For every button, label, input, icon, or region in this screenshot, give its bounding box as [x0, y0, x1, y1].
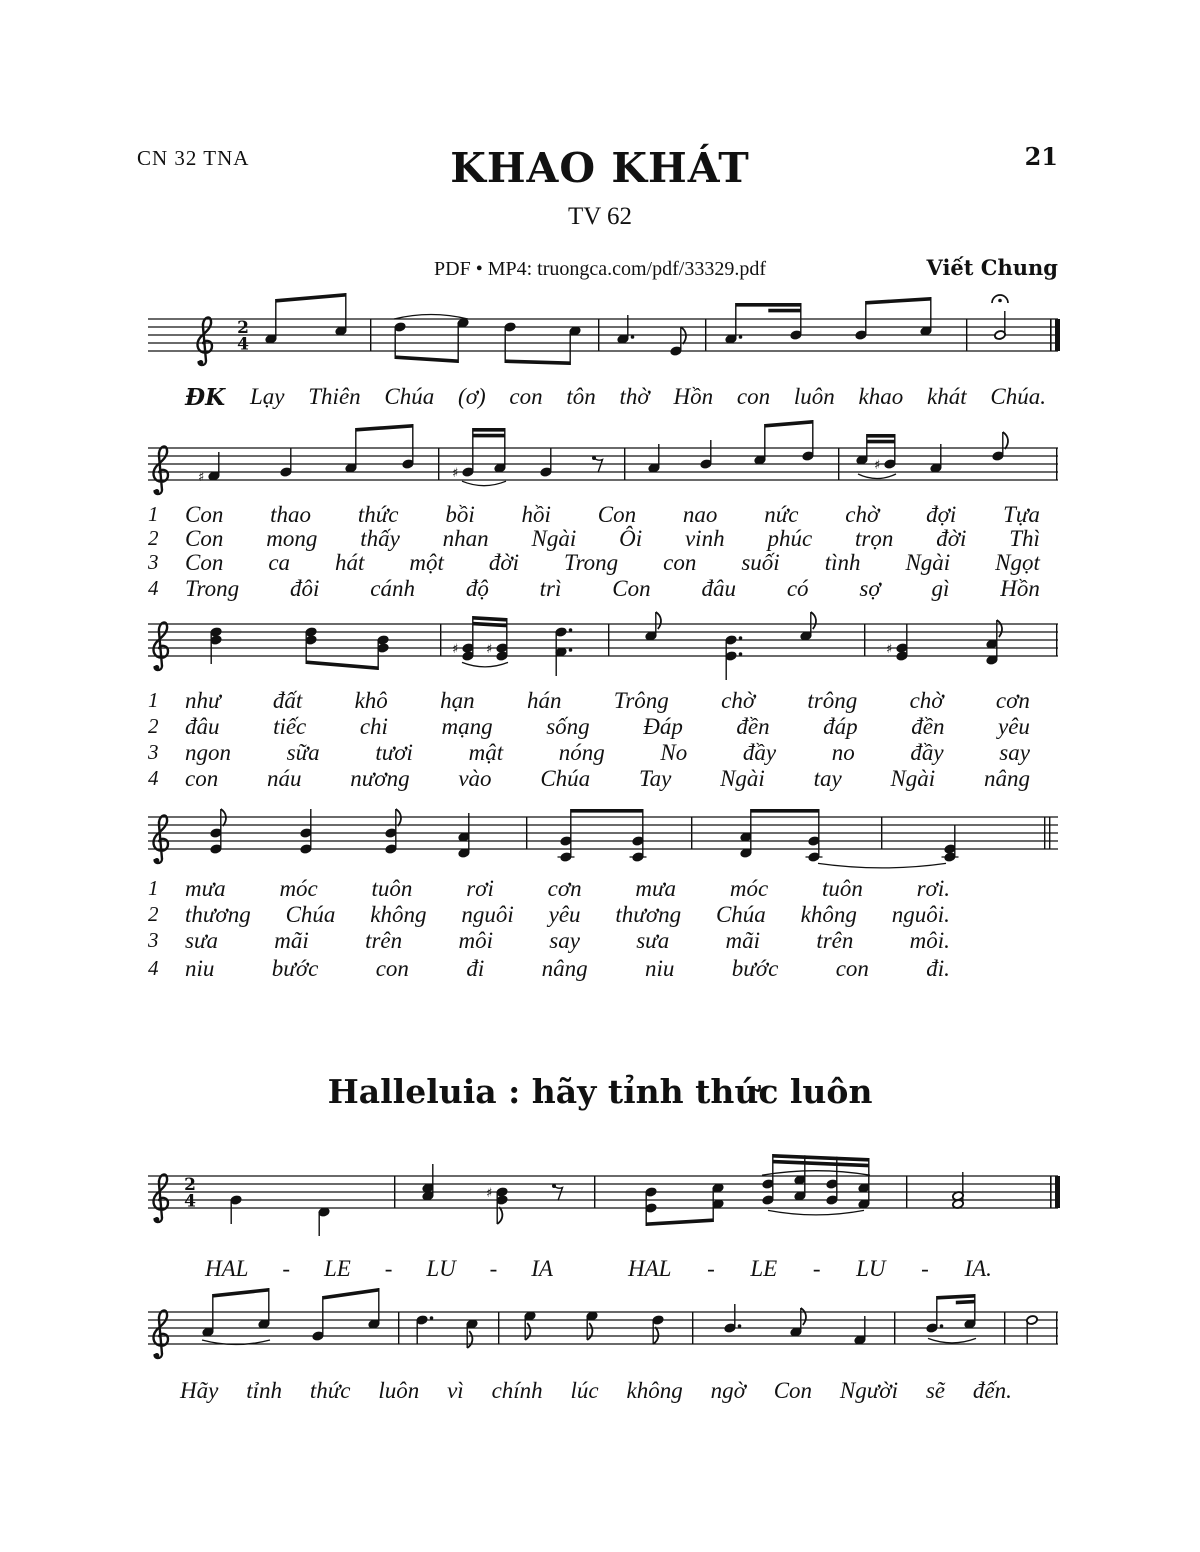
verse-row [148, 928, 950, 954]
syllable: - [489, 1256, 498, 1281]
catalog-number: CN 32 TNA [137, 146, 250, 170]
syllable: - [812, 1256, 821, 1281]
syllable: đời [936, 526, 967, 551]
treble-clef-icon [153, 1310, 168, 1354]
syllable: con [736, 384, 771, 409]
syllable: cơn [547, 876, 582, 901]
syllable: Thiên [308, 384, 361, 409]
syllable: no [831, 740, 855, 765]
song-title: KHAO KHÁT [450, 144, 750, 192]
syllable: Trong [564, 550, 619, 575]
syllable: môi. [909, 928, 950, 953]
syllable: mãi [274, 928, 309, 953]
syllable: Người [839, 1378, 898, 1403]
time-signature-top: 2 [184, 1175, 196, 1195]
syllable: Hồn [673, 384, 714, 409]
syllable: Ngọt [995, 550, 1040, 575]
treble-clef-icon [153, 1174, 168, 1218]
syllable: sưa [636, 928, 670, 953]
syllable: say [549, 928, 580, 953]
verse-row [148, 688, 1030, 714]
svg-text:♯: ♯ [486, 641, 493, 657]
syllable: con [185, 766, 219, 791]
syllable: vào [458, 766, 492, 791]
syllable: con [835, 956, 869, 981]
verse-number: 2 [148, 902, 159, 926]
syllable: thức [309, 1378, 351, 1403]
svg-text:♯: ♯ [486, 1185, 493, 1201]
halleluia-lyrics-2 [628, 1256, 992, 1282]
syllable: vinh [684, 526, 725, 551]
syllable: tươi [375, 740, 413, 765]
verse-lyrics [185, 576, 1040, 602]
syllable: yêu [548, 902, 581, 927]
syllable: nâng [541, 956, 588, 981]
syllable: Ngài [905, 550, 951, 575]
verse-row [148, 740, 1030, 766]
syllable: Trong [185, 576, 240, 601]
syllable: đầy [910, 740, 944, 765]
syllable: trì [539, 576, 562, 601]
syllable: đầy [742, 740, 777, 765]
syllable: sữa [286, 740, 320, 765]
treble-clef-icon [153, 815, 168, 859]
syllable: niu [185, 956, 215, 981]
halleluia-heading: Halleluia : hãy tỉnh thức luôn [327, 1072, 873, 1111]
syllable: Ngài [890, 766, 936, 791]
verse-number: 2 [148, 714, 159, 738]
verse-number: 3 [148, 928, 159, 952]
syllable: tiếc [273, 714, 307, 739]
syllable: như [185, 688, 221, 713]
svg-text:♯: ♯ [452, 641, 459, 657]
verse-lyrics [185, 956, 950, 982]
svg-text:♯: ♯ [198, 469, 205, 485]
syllable: Chúa [285, 902, 336, 927]
syllable: Con [612, 576, 651, 601]
syllable: lúc [570, 1378, 599, 1403]
syllable: bước [731, 956, 779, 981]
syllable: chờ [909, 688, 944, 713]
syllable: mạng [441, 714, 493, 739]
verse-row [148, 714, 1030, 740]
treble-clef-icon [153, 622, 168, 666]
syllable: tuôn [821, 876, 863, 901]
syllable: rơi. [916, 876, 950, 901]
verse-row [148, 502, 1040, 528]
syllable: mong [266, 526, 318, 551]
syllable: Con [185, 526, 224, 551]
syllable: chính [491, 1378, 543, 1403]
verse-lyrics [185, 902, 950, 928]
verse-number: 1 [148, 502, 159, 526]
syllable: LE [750, 1256, 778, 1281]
verse-row [148, 576, 1040, 602]
syllable: náu [266, 766, 302, 791]
svg-text:♯: ♯ [886, 641, 893, 657]
syllable: đất [272, 688, 303, 713]
syllable: luôn [378, 1378, 420, 1403]
time-signature-bottom: 4 [184, 1191, 196, 1212]
syllable: sống [546, 714, 590, 739]
syllable: nâng [983, 766, 1030, 791]
syllable: ngờ [710, 1378, 746, 1403]
syllable: đi. [926, 956, 950, 981]
syllable: rơi [466, 876, 494, 901]
syllable: nóng [558, 740, 605, 765]
verse-number: 1 [148, 876, 159, 900]
syllable: Con [185, 550, 224, 575]
syllable: niu [644, 956, 675, 981]
verse-lyrics [185, 876, 950, 902]
syllable: Hồn [1000, 576, 1040, 601]
syllable: vì [447, 1378, 464, 1403]
verse-lyrics [185, 502, 1040, 528]
verse-row [148, 526, 1040, 552]
syllable: cơn [995, 688, 1030, 713]
syllable: No [660, 740, 688, 765]
syllable: ca [268, 550, 291, 575]
syllable: Tay [638, 766, 672, 791]
syllable: Lạy [250, 384, 285, 409]
syllable: nguôi. [891, 902, 950, 927]
verse-lyrics [185, 714, 1030, 740]
syllable: Thì [1009, 526, 1040, 551]
syllable: Hãy [180, 1378, 219, 1403]
syllable: (ơ) [458, 384, 486, 409]
syllable: hồi [521, 502, 551, 527]
verse-lyrics [185, 766, 1030, 792]
syllable: IA [531, 1256, 553, 1281]
syllable: Ngài [720, 766, 765, 791]
verse-number: 1 [148, 688, 159, 712]
syllable: Chúa [384, 384, 435, 409]
syllable: Ngài [531, 526, 577, 551]
syllable: mãi [725, 928, 761, 953]
syllable: - [384, 1256, 393, 1281]
syllable: mật [468, 740, 504, 765]
syllable: IA. [964, 1256, 992, 1281]
syllable: Ôi [619, 526, 643, 551]
verse-lyrics [185, 928, 950, 954]
verse-lyrics [185, 740, 1030, 766]
syllable: sẽ [925, 1378, 946, 1403]
syllable: khát [926, 384, 967, 409]
syllable: đôi [289, 576, 320, 601]
syllable: phúc [767, 526, 813, 551]
verse-row [148, 876, 950, 902]
syllable: LE [323, 1256, 351, 1281]
syllable: sưa [185, 928, 218, 953]
syllable: không [370, 902, 427, 927]
syllable: con [509, 384, 543, 409]
syllable: chờ [721, 688, 756, 713]
syllable: tình [824, 550, 861, 575]
syllable: có [786, 576, 809, 601]
syllable: - [282, 1256, 291, 1281]
syllable: Con [597, 502, 637, 527]
syllable: suối [741, 550, 780, 575]
syllable: tuôn [371, 876, 413, 901]
syllable: mưa [635, 876, 677, 901]
syllable: LU [856, 1256, 886, 1281]
syllable: thờ [619, 384, 650, 409]
verse-row [148, 766, 1030, 792]
syllable: Con [185, 502, 224, 527]
syllable: bồi [445, 502, 475, 527]
syllable: không [626, 1378, 683, 1403]
svg-text:♯: ♯ [874, 457, 881, 473]
syllable: thương [615, 902, 682, 927]
verse-lyrics [185, 688, 1030, 714]
syllable: HAL [205, 1256, 249, 1281]
syllable: trên [365, 928, 403, 953]
page-number: 21 [1024, 142, 1058, 171]
syllable: đâu [701, 576, 736, 601]
treble-clef-icon [197, 317, 212, 361]
syllable: hát [335, 550, 365, 575]
syllable: - [921, 1256, 929, 1281]
syllable: đáp [823, 714, 858, 739]
syllable: độ [465, 576, 489, 601]
verse-lyrics [185, 550, 1040, 576]
syllable: thương [185, 902, 251, 927]
syllable: mưa [185, 876, 226, 901]
syllable: móc [729, 876, 769, 901]
syllable: cánh [370, 576, 415, 601]
verse-lyrics [185, 526, 1040, 552]
syllable: Trông [613, 688, 669, 713]
time-signature-bottom: 4 [237, 334, 249, 355]
syllable: khô [354, 688, 388, 713]
syllable: chi [359, 714, 388, 739]
syllable: bước [271, 956, 319, 981]
syllable: thao [270, 502, 312, 527]
syllable: nhan [442, 526, 489, 551]
syllable: Đáp [643, 714, 683, 739]
syllable: con [663, 550, 697, 575]
syllable: chờ [845, 502, 880, 527]
syllable: nương [350, 766, 410, 791]
verse-row [148, 956, 950, 982]
syllable: sợ [859, 576, 881, 601]
verse-row [148, 550, 1040, 576]
syllable: đền [911, 714, 945, 739]
syllable: nức [764, 502, 799, 527]
syllable: trông [807, 688, 858, 713]
syllable: đời [488, 550, 520, 575]
verse-number: 3 [148, 740, 159, 764]
syllable: - [707, 1256, 715, 1281]
time-signature-top: 2 [237, 318, 249, 338]
verse-number: 4 [148, 766, 159, 790]
syllable: một [409, 550, 444, 575]
syllable: đâu [185, 714, 220, 739]
syllable: Chúa. [990, 384, 1046, 409]
staff-halleluia-1 [146, 1128, 1066, 1260]
verse-number: 4 [148, 576, 159, 600]
verse-number: 3 [148, 550, 159, 574]
syllable: hán [526, 688, 562, 713]
syllable: thấy [360, 526, 400, 551]
refrain-lyrics [250, 384, 1046, 410]
song-subtitle: TV 62 [567, 203, 633, 230]
syllable: môi [458, 928, 493, 953]
syllable: trọn [855, 526, 894, 551]
staff-halleluia-2 [146, 1264, 1066, 1396]
syllable: Chúa [715, 902, 766, 927]
composer-name: Viết Chung [926, 255, 1058, 280]
syllable: luôn [793, 384, 835, 409]
syllable: nguôi [461, 902, 514, 927]
syllable: đến. [972, 1378, 1012, 1403]
svg-text:♯: ♯ [452, 465, 459, 481]
syllable: Tựa [1003, 502, 1040, 527]
syllable: đền [736, 714, 770, 739]
halleluia-verse-lyrics [180, 1378, 1012, 1404]
syllable: khao [858, 384, 904, 409]
halleluia-lyrics-1 [205, 1256, 553, 1282]
verse-number: 4 [148, 956, 159, 980]
syllable: tay [813, 766, 842, 791]
syllable: không [800, 902, 857, 927]
syllable: hạn [440, 688, 475, 713]
syllable: yêu [998, 714, 1030, 739]
refrain-label: ĐK [185, 384, 226, 411]
syllable: đợi [926, 502, 957, 527]
syllable: móc [279, 876, 318, 901]
syllable: gì [931, 576, 950, 601]
syllable: thức [357, 502, 399, 527]
syllable: HAL [628, 1256, 672, 1281]
syllable: Chúa [540, 766, 591, 791]
syllable: trên [816, 928, 854, 953]
verse-number: 2 [148, 526, 159, 550]
verse-row [148, 902, 950, 928]
syllable: ngon [185, 740, 231, 765]
syllable: nao [682, 502, 718, 527]
source-line: PDF • MP4: truongca.com/pdf/33329.pdf [434, 258, 766, 280]
syllable: tỉnh [246, 1378, 282, 1403]
syllable: đi [466, 956, 485, 981]
syllable: say [999, 740, 1030, 765]
syllable: con [375, 956, 409, 981]
syllable: Con [773, 1378, 813, 1403]
treble-clef-icon [153, 446, 168, 490]
syllable: LU [426, 1256, 456, 1281]
syllable: tôn [566, 384, 596, 409]
